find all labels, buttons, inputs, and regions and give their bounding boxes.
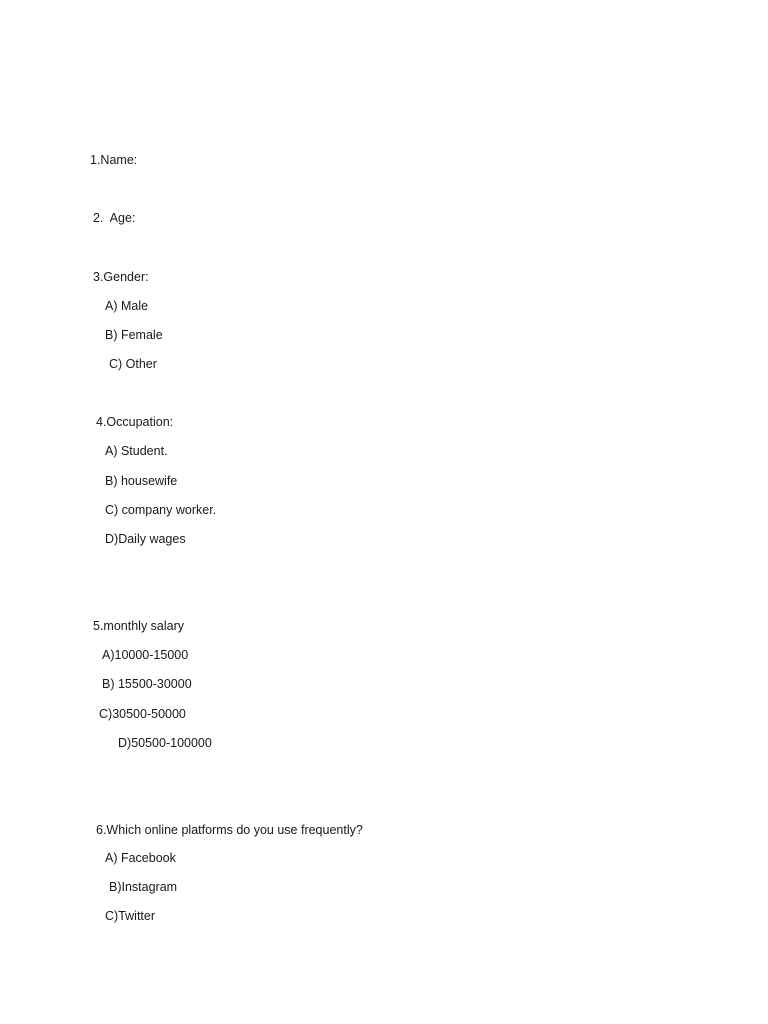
question-age: 2. Age: bbox=[93, 211, 136, 225]
salary-option-d: D)50500-100000 bbox=[118, 736, 212, 750]
platform-option-facebook: A) Facebook bbox=[105, 851, 176, 865]
question-online-platforms: 6.Which online platforms do you use frequently? bbox=[96, 823, 363, 837]
occupation-option-daily-wages: D)Daily wages bbox=[105, 532, 186, 546]
platform-option-instagram: B)Instagram bbox=[109, 880, 178, 894]
gender-option-male: A) Male bbox=[105, 299, 149, 313]
gender-option-other: C) Other bbox=[109, 357, 157, 371]
question-name: 1.Name: bbox=[90, 153, 138, 167]
salary-option-c: C)30500-50000 bbox=[99, 707, 186, 721]
question-occupation: 4.Occupation: bbox=[96, 415, 174, 429]
salary-option-a: A)10000-15000 bbox=[102, 648, 189, 662]
question-monthly-salary: 5.monthly salary bbox=[93, 619, 185, 633]
occupation-option-housewife: B) housewife bbox=[105, 474, 178, 488]
question-gender: 3.Gender: bbox=[93, 270, 149, 284]
platform-option-twitter: C)Twitter bbox=[105, 909, 155, 923]
occupation-option-company-worker: C) company worker. bbox=[105, 503, 217, 517]
occupation-option-student: A) Student. bbox=[105, 444, 168, 458]
gender-option-female: B) Female bbox=[105, 328, 163, 342]
salary-option-b: B) 15500-30000 bbox=[102, 677, 192, 691]
